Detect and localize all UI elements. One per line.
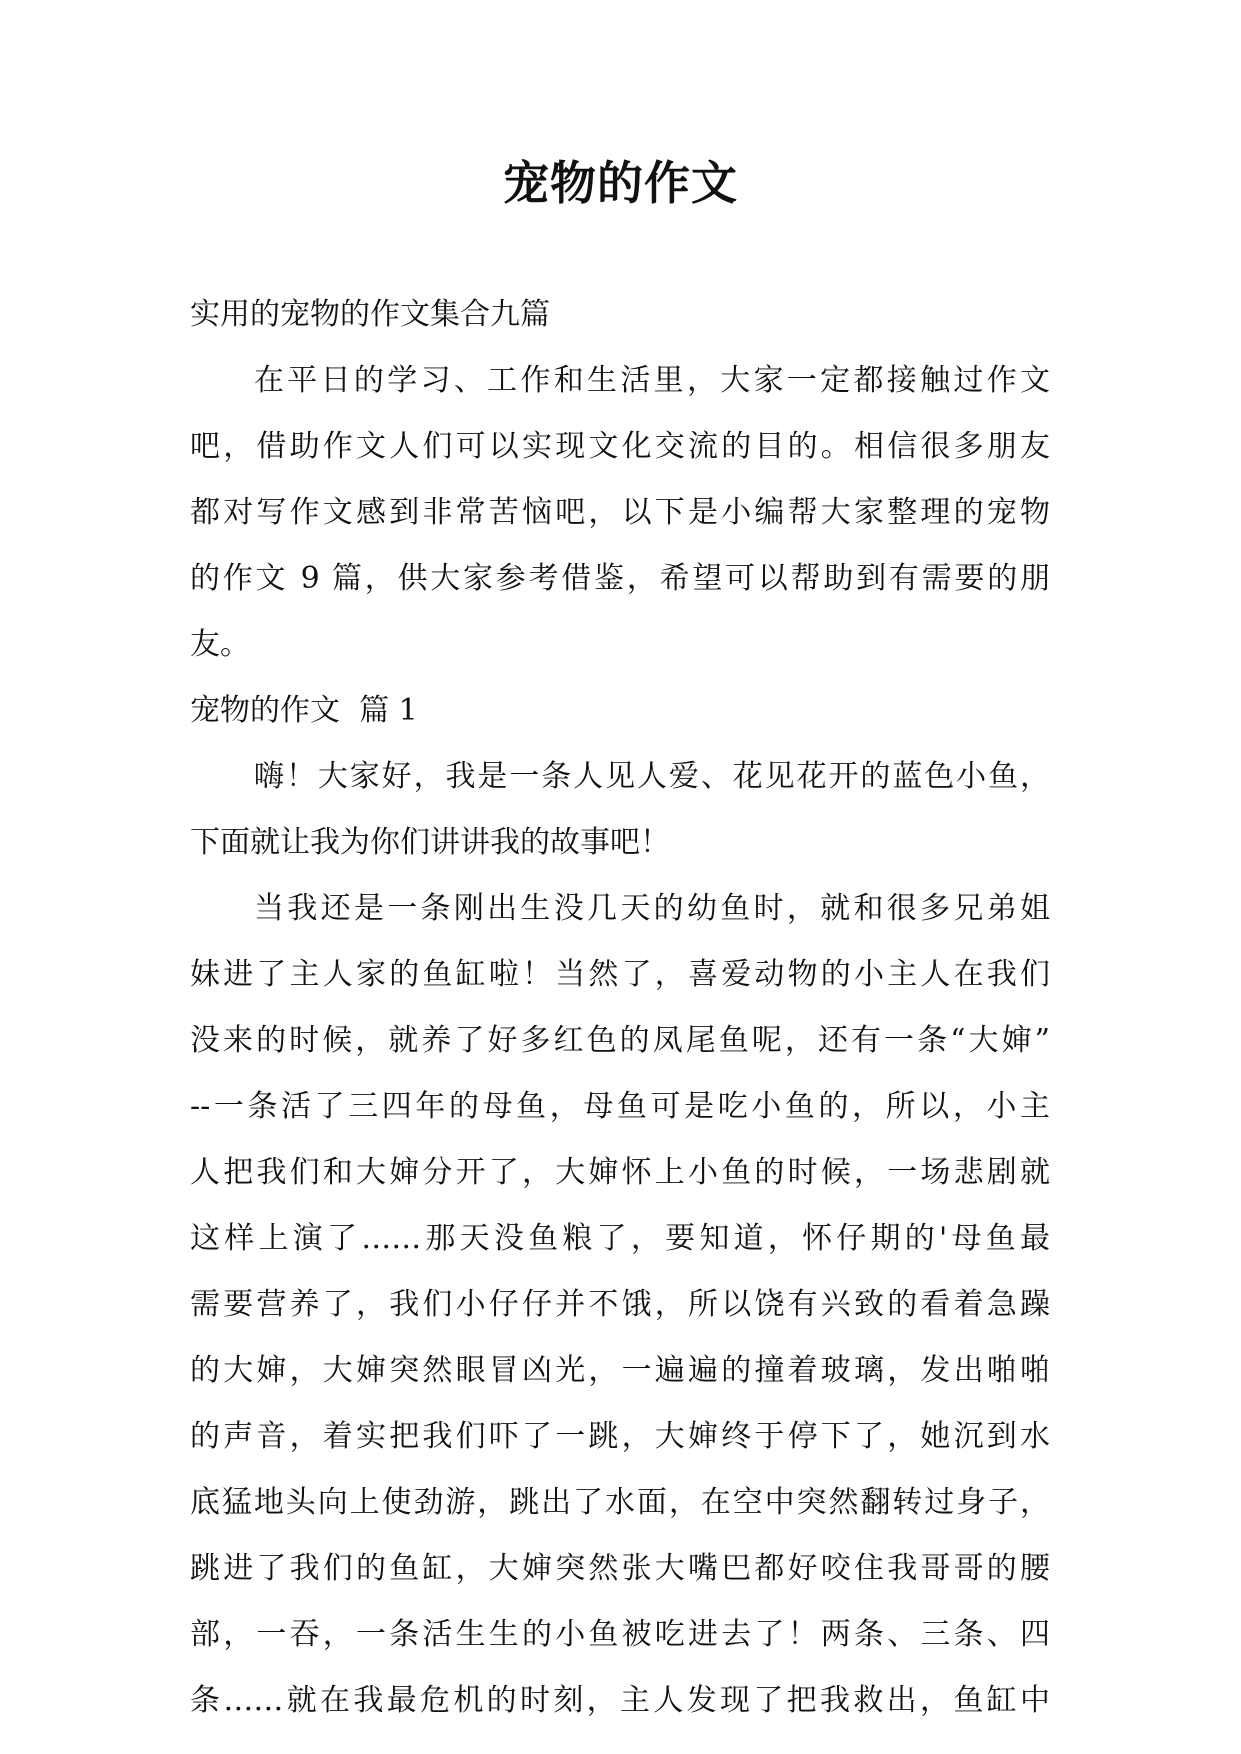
paragraph-line: 吧，借助作文人们可以实现文化交流的目的。相信很多朋友 bbox=[190, 429, 1050, 464]
paragraph-line: 人把我们和大婶分开了，大婶怀上小鱼的时候，一场悲剧就 bbox=[190, 1155, 1050, 1190]
paragraph-line: 这样上演了……那天没鱼粮了，要知道，怀仔期的'母鱼最 bbox=[190, 1221, 1050, 1256]
paragraph-line: 部，一吞，一条活生生的小鱼被吃进去了！两条、三条、四 bbox=[190, 1617, 1050, 1652]
paragraph-line: 条……就在我最危机的时刻，主人发现了把我救出，鱼缸中 bbox=[190, 1683, 1050, 1718]
paragraph-line: 需要营养了，我们小仔仔并不饿，所以饶有兴致的看着急躁 bbox=[190, 1287, 1050, 1322]
section-heading: 宠物的作文 篇 1 bbox=[190, 693, 418, 728]
paragraph-line: 的作文 9 篇，供大家参考借鉴，希望可以帮助到有需要的朋 bbox=[190, 561, 1050, 596]
paragraph-line: 妹进了主人家的鱼缸啦！当然了，喜爱动物的小主人在我们 bbox=[190, 957, 1050, 992]
paragraph-line: 嗨！大家好，我是一条人见人爱、花见花开的蓝色小鱼， bbox=[254, 759, 1050, 794]
paragraph-line: 跳进了我们的鱼缸，大婶突然张大嘴巴都好咬住我哥哥的腰 bbox=[190, 1551, 1050, 1586]
paragraph-line: 的大婶，大婶突然眼冒凶光，一遍遍的撞着玻璃，发出啪啪 bbox=[190, 1353, 1050, 1388]
paragraph-line: 友。 bbox=[190, 627, 250, 662]
subtitle-line: 实用的宠物的作文集合九篇 bbox=[190, 297, 550, 332]
paragraph-line: 没来的时候，就养了好多红色的凤尾鱼呢，还有一条“大婶” bbox=[190, 1023, 1050, 1058]
paragraph-line: --一条活了三四年的母鱼，母鱼可是吃小鱼的，所以，小主 bbox=[190, 1089, 1050, 1124]
paragraph-line: 当我还是一条刚出生没几天的幼鱼时，就和很多兄弟姐 bbox=[254, 891, 1050, 926]
paragraph-line: 在平日的学习、工作和生活里，大家一定都接触过作文 bbox=[254, 363, 1050, 398]
document-title: 宠物的作文 bbox=[503, 156, 738, 210]
paragraph-line: 的声音，着实把我们吓了一跳，大婶终于停下了，她沉到水 bbox=[190, 1419, 1050, 1454]
paragraph-line: 下面就让我为你们讲讲我的故事吧！ bbox=[190, 825, 670, 860]
paragraph-line: 都对写作文感到非常苦恼吧，以下是小编帮大家整理的宠物 bbox=[190, 495, 1050, 530]
document-body bbox=[190, 282, 1050, 1734]
paragraph-line: 底猛地头向上使劲游，跳出了水面，在空中突然翻转过身子， bbox=[190, 1485, 1050, 1520]
